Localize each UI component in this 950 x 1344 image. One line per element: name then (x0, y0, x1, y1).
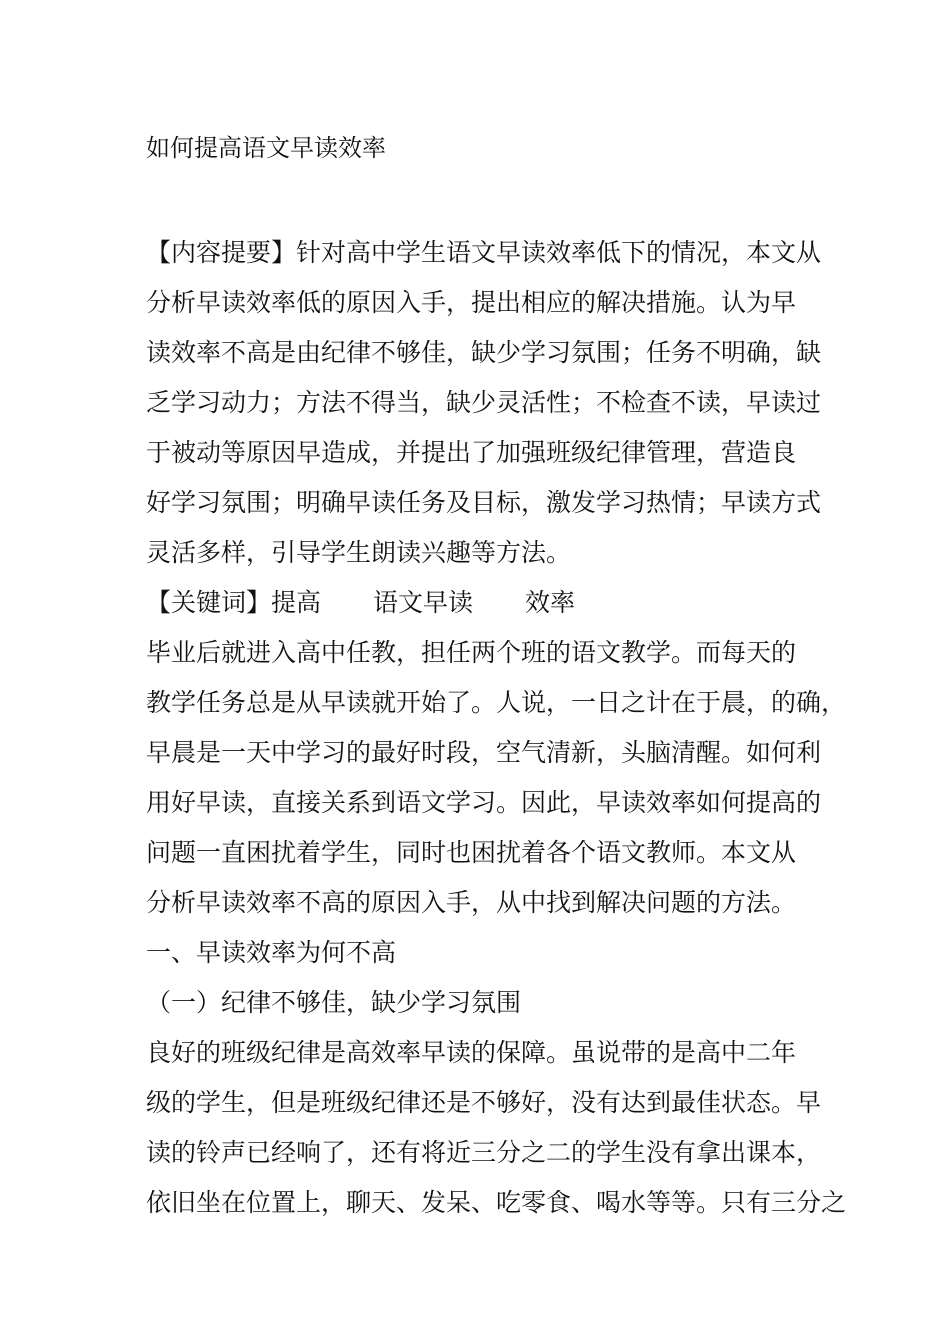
abstract-line: 读效率不高是由纪律不够佳，缺少学习氛围；任务不明确，缺 (146, 338, 822, 367)
paragraph-line: 级的学生，但是班级纪律还是不够好，没有达到最佳状态。早 (146, 1088, 822, 1117)
intro-line: 毕业后就进入高中任教，担任两个班的语文教学。而每天的 (146, 638, 797, 667)
document-title: 如何提高语文早读效率 (146, 134, 386, 162)
abstract-line: 好学习氛围；明确早读任务及目标，激发学习热情；早读方式 (146, 488, 822, 517)
abstract-line: 分析早读效率低的原因入手，提出相应的解决措施。认为早 (146, 288, 797, 317)
intro-line: 早晨是一天中学习的最好时段，空气清新，头脑清醒。如何利 (146, 738, 822, 767)
intro-line: 用好早读，直接关系到语文学习。因此，早读效率如何提高的 (146, 788, 822, 817)
abstract-line: 乏学习动力；方法不得当，缺少灵活性；不检查不读，早读过 (146, 388, 822, 417)
document-body (146, 228, 847, 1228)
keyword: 语文早读 (373, 588, 474, 617)
keywords-label: 【关键词】 (146, 588, 272, 617)
abstract-line: 【内容提要】针对高中学生语文早读效率低下的情况，本文从 (146, 238, 822, 267)
keyword: 效率 (525, 588, 576, 617)
section-heading: 一、早读效率为何不高 (146, 938, 397, 967)
keywords-line (146, 578, 816, 628)
intro-line: 教学任务总是从早读就开始了。人说，一日之计在于晨，的确， (146, 688, 847, 717)
abstract-line: 于被动等原因早造成，并提出了加强班级纪律管理，营造良 (146, 438, 797, 467)
keyword: 提高 (271, 588, 322, 617)
paragraph-line: 读的铃声已经响了，还有将近三分之二的学生没有拿出课本， (146, 1138, 822, 1167)
subsection-heading: （一）纪律不够佳，缺少学习氛围 (146, 988, 522, 1017)
paragraph-line: 良好的班级纪律是高效率早读的保障。虽说带的是高中二年 (146, 1038, 797, 1067)
abstract-line: 灵活多样，引导学生朗读兴趣等方法。 (146, 538, 572, 567)
intro-line: 分析早读效率不高的原因入手，从中找到解决问题的方法。 (146, 888, 797, 917)
intro-line: 问题一直困扰着学生，同时也困扰着各个语文教师。本文从 (146, 838, 797, 867)
paragraph-line: 依旧坐在位置上，聊天、发呆、吃零食、喝水等等。只有三分之 (146, 1188, 847, 1217)
